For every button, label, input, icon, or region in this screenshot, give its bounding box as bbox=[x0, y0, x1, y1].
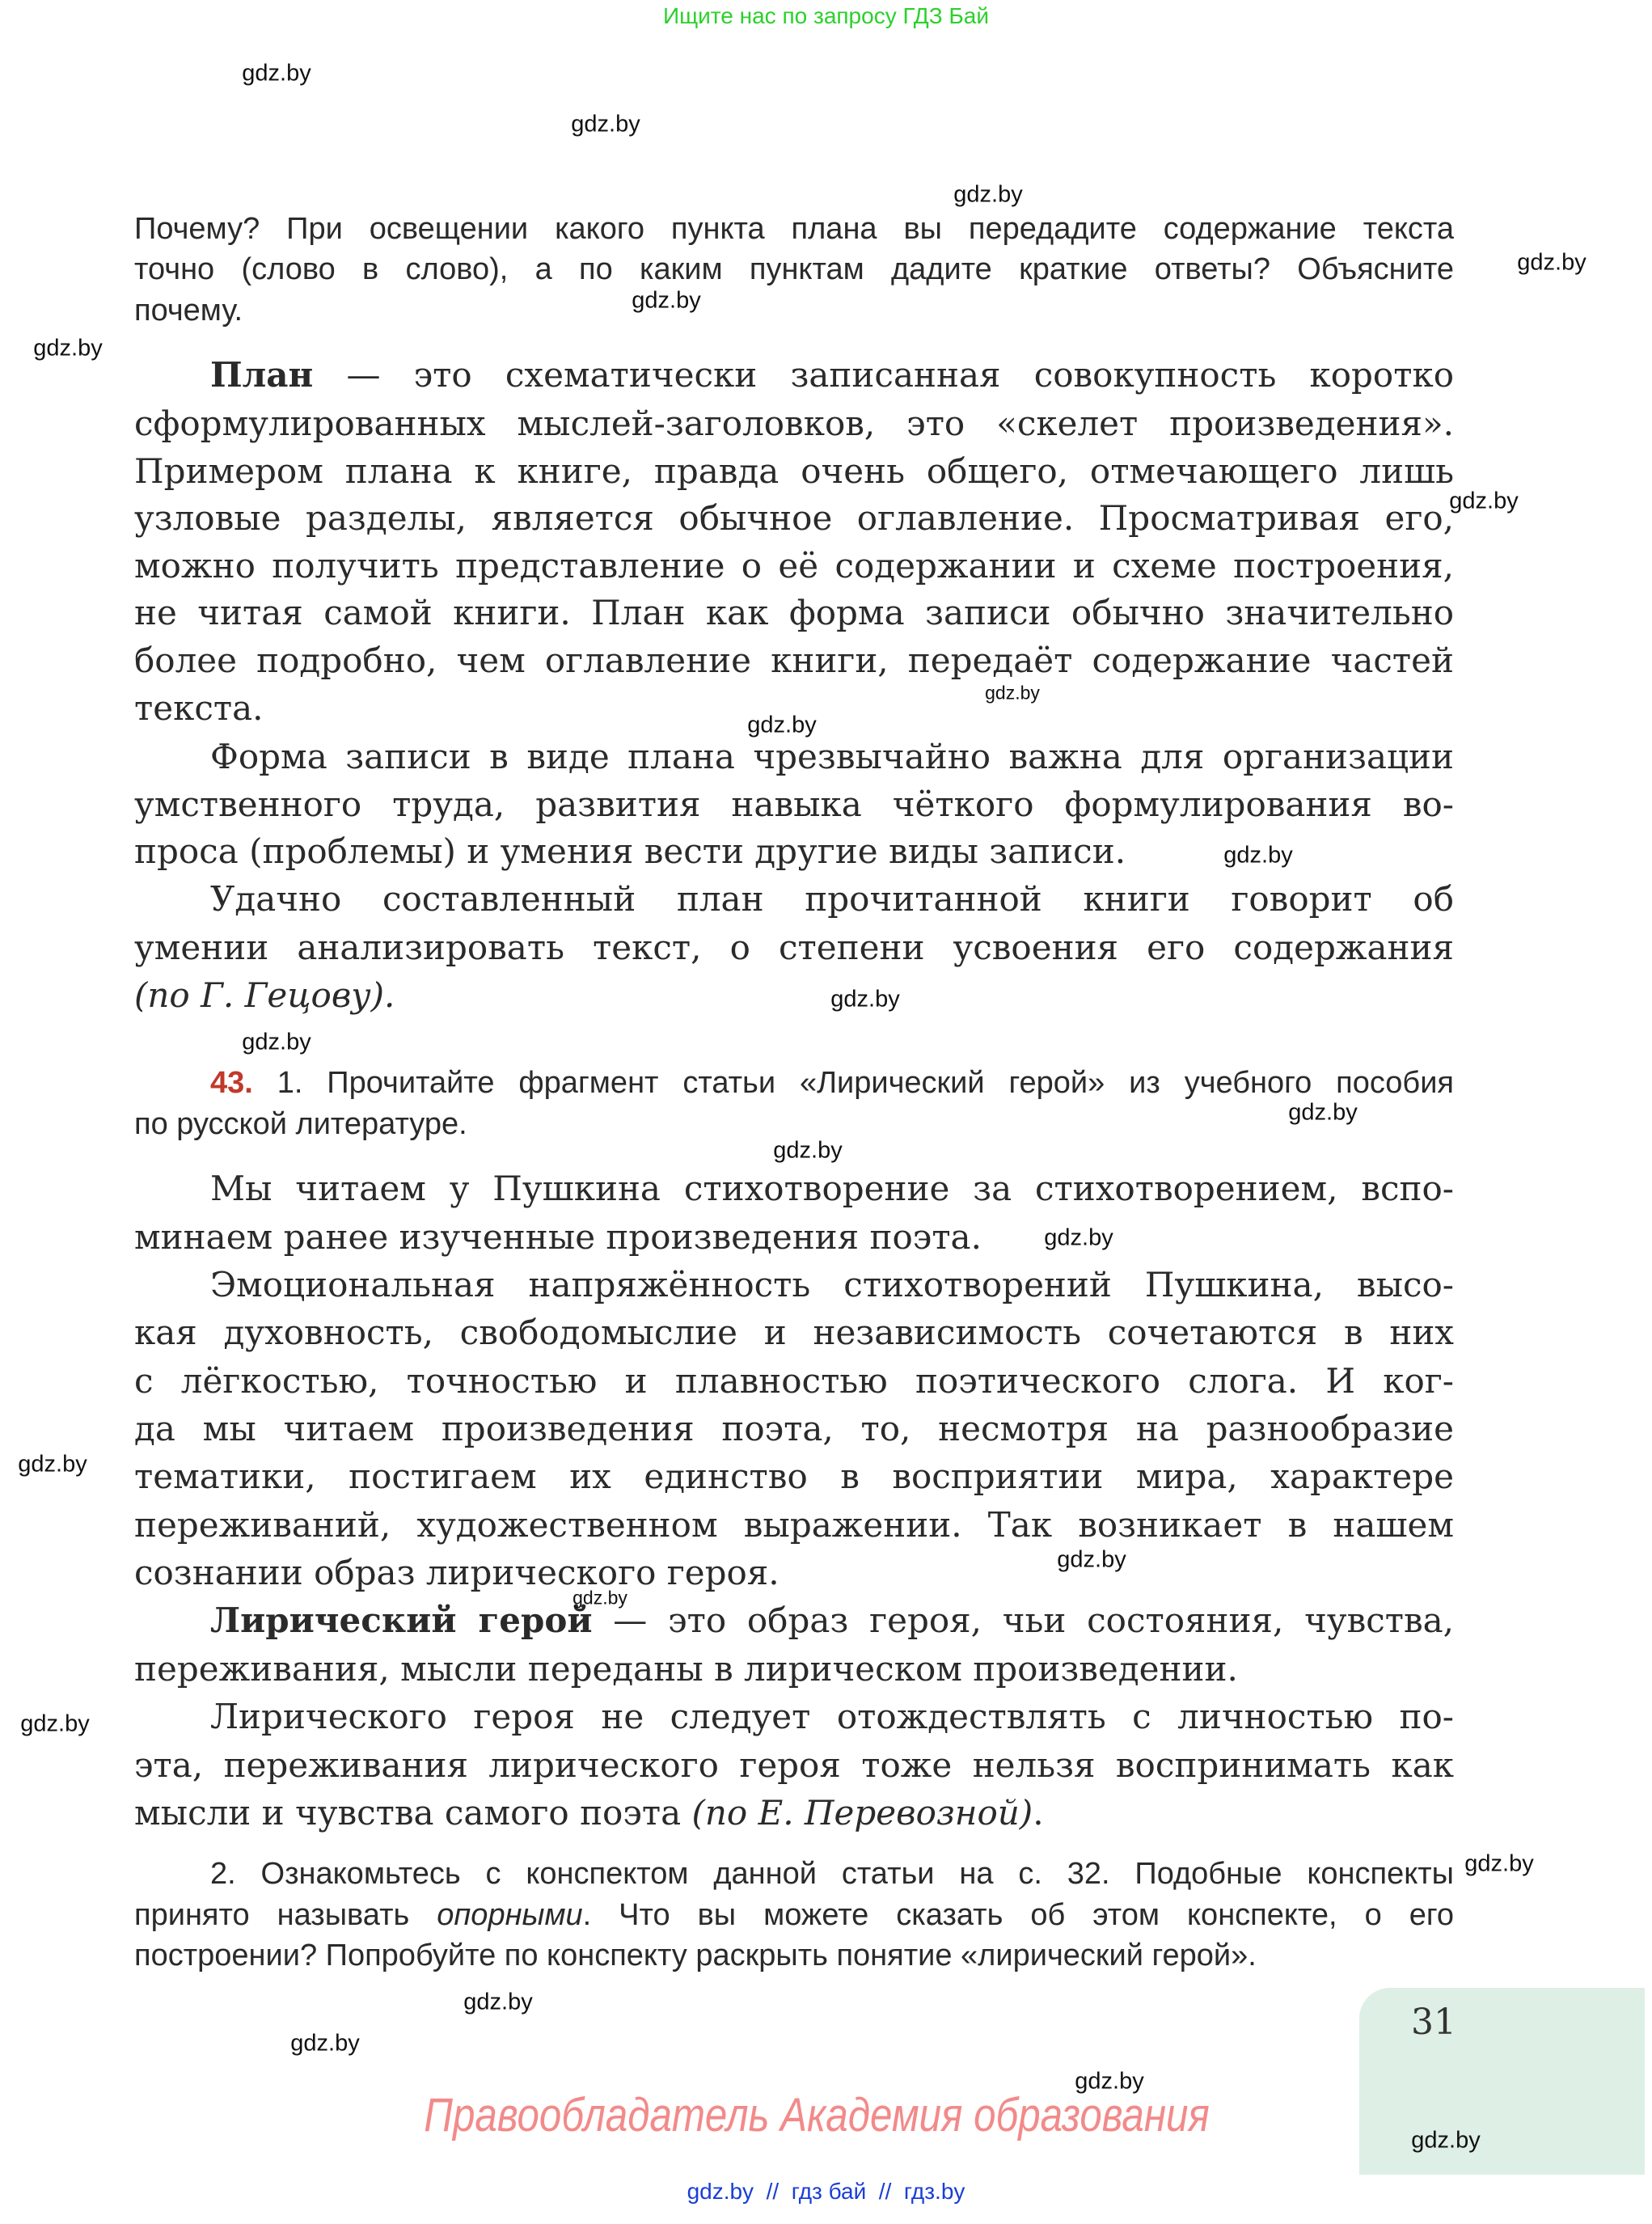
plan-line bbox=[210, 351, 1454, 399]
search-hint: Ищите нас по запросу ГДЗ Бай bbox=[662, 3, 990, 28]
article-line: да мы читаем произведения поэта, то, несмотря на разнообразие bbox=[134, 1409, 1454, 1448]
footer-links[interactable]: gdz.by // гдз бай // гдз.by bbox=[687, 2179, 965, 2204]
watermark: gdz.by bbox=[1223, 842, 1293, 869]
article-source: (по Е. Перевозной) bbox=[691, 1793, 1033, 1833]
plan-line: умении анализировать текст, о степени усвоения его содержания bbox=[134, 928, 1454, 967]
article-line: переживания, мысли переданы в лирическом произведении. bbox=[134, 1649, 1238, 1689]
task-2-line: 2. Ознакомьтесь с конспектом данной статьи на с. 32. Подобные конспекты bbox=[210, 1857, 1454, 1891]
article-line bbox=[134, 1789, 1454, 1837]
watermark: gdz.by bbox=[290, 2030, 360, 2057]
watermark: gdz.by bbox=[463, 1989, 533, 2015]
plan-source: (по Г. Гецову). bbox=[134, 975, 395, 1015]
watermark: gdz.by bbox=[1464, 1850, 1534, 1877]
plan-term: План bbox=[210, 355, 314, 395]
watermark: gdz.by bbox=[747, 712, 817, 738]
intro-line: Почему? При освещении какого пункта плана вы передадите содержание текста bbox=[134, 212, 1454, 246]
plan-line: Форма записи в виде плана чрезвычайно важна для организации bbox=[210, 737, 1454, 776]
watermark: gdz.by bbox=[18, 1451, 87, 1478]
article-line: кая духовность, свободомыслие и независимость сочетаются в них bbox=[134, 1313, 1454, 1352]
watermark: gdz.by bbox=[985, 682, 1040, 704]
intro-line: точно (слово в слово), а по каким пунктам дадите краткие ответы? Объясните bbox=[134, 252, 1454, 286]
plan-line: более подробно, чем оглавление книги, передаёт содержание частей bbox=[134, 641, 1454, 680]
article-line: минаем ранее изученные произведения поэта. bbox=[134, 1217, 982, 1257]
article-text: мысли и чувства самого поэта bbox=[134, 1793, 692, 1833]
article-line: Лирического героя не следует отождествлять с личностью по- bbox=[210, 1697, 1454, 1736]
article-line: сознании образ лирического героя. bbox=[134, 1553, 780, 1592]
article-text: . bbox=[1033, 1793, 1044, 1833]
plan-line: можно получить представление о её содержании и схеме построения, bbox=[134, 546, 1454, 586]
task-number: 43. bbox=[210, 1066, 253, 1100]
article-line: тематики, постигаем их единство в восприятии мира, характере bbox=[134, 1457, 1454, 1496]
watermark: gdz.by bbox=[1449, 488, 1519, 514]
watermark: gdz.by bbox=[1075, 2068, 1144, 2095]
watermark: gdz.by bbox=[1288, 1099, 1358, 1126]
watermark: gdz.by bbox=[242, 1029, 311, 1055]
task-text: 1. Прочитайте фрагмент статьи «Лирический герой» из учебного пособия bbox=[252, 1066, 1454, 1100]
watermark: gdz.by bbox=[572, 1587, 627, 1609]
plan-line: умственного труда, развития навыка чёткого формулирования во- bbox=[134, 784, 1454, 824]
watermark: gdz.by bbox=[242, 60, 311, 87]
watermark: gdz.by bbox=[1057, 1546, 1126, 1573]
watermark: gdz.by bbox=[33, 335, 103, 362]
task-2-line: построении? Попробуйте по конспекту раскрыть понятие «лирический герой». bbox=[134, 1939, 1257, 1972]
task-term: опорными bbox=[437, 1898, 583, 1932]
page-number-tab bbox=[1359, 1988, 1645, 2175]
watermark: gdz.by bbox=[571, 111, 640, 137]
page-number: 31 bbox=[1411, 2002, 1456, 2043]
watermark: gdz.by bbox=[1411, 2127, 1481, 2154]
watermark: gdz.by bbox=[20, 1710, 90, 1737]
article-line: с лёгкостью, точностью и плавностью поэтического слога. И ког- bbox=[134, 1361, 1454, 1401]
lyrical-hero-term: Лирический герой bbox=[210, 1600, 593, 1640]
plan-line: Примером плана к книге, правда очень общего, отмечающего лишь bbox=[134, 451, 1454, 491]
plan-line: Удачно составленный план прочитанной книги говорит об bbox=[210, 879, 1454, 919]
article-line: Мы читаем у Пушкина стихотворение за стихотворением, вспо- bbox=[210, 1169, 1454, 1208]
article-line: Эмоциональная напряжённость стихотворений Пушкина, высо- bbox=[210, 1265, 1454, 1304]
plan-line: узловые разделы, является обычное оглавление. Просматривая его, bbox=[134, 498, 1454, 538]
watermark: gdz.by bbox=[1044, 1224, 1113, 1251]
watermark: gdz.by bbox=[830, 986, 900, 1013]
task-43-line bbox=[210, 1063, 1454, 1104]
watermark: gdz.by bbox=[1517, 249, 1587, 276]
plan-line: проса (проблемы) и умения вести другие виды записи. bbox=[134, 831, 1126, 871]
article-line bbox=[210, 1596, 1454, 1644]
article-line: эта, переживания лирического героя тоже нельзя воспринимать как bbox=[134, 1745, 1454, 1785]
watermark: gdz.by bbox=[953, 181, 1023, 208]
watermark: gdz.by bbox=[632, 287, 701, 314]
task-text: принято называть bbox=[134, 1898, 437, 1932]
plan-text: — это схематически записанная совокупность коротко bbox=[313, 355, 1454, 395]
plan-line: сформулированных мыслей-заголовков, это «скелет произведения». bbox=[134, 404, 1454, 443]
watermark: gdz.by bbox=[773, 1137, 843, 1164]
task-text: . Что вы можете сказать об этом конспекте, о его bbox=[582, 1898, 1454, 1932]
plan-line: не читая самой книги. План как форма записи обычно значительно bbox=[134, 593, 1454, 632]
copyright-notice: Правообладатель Академия образования bbox=[424, 2089, 1210, 2142]
definition-text: — это образ героя, чьи состояния, чувства, bbox=[592, 1600, 1455, 1640]
intro-line: почему. bbox=[134, 294, 243, 328]
plan-line: текста. bbox=[134, 688, 264, 728]
task-43-line: по русской литературе. bbox=[134, 1107, 467, 1141]
article-line: переживаний, художественном выражении. Так возникает в нашем bbox=[134, 1505, 1454, 1545]
task-2-line bbox=[134, 1895, 1454, 1936]
